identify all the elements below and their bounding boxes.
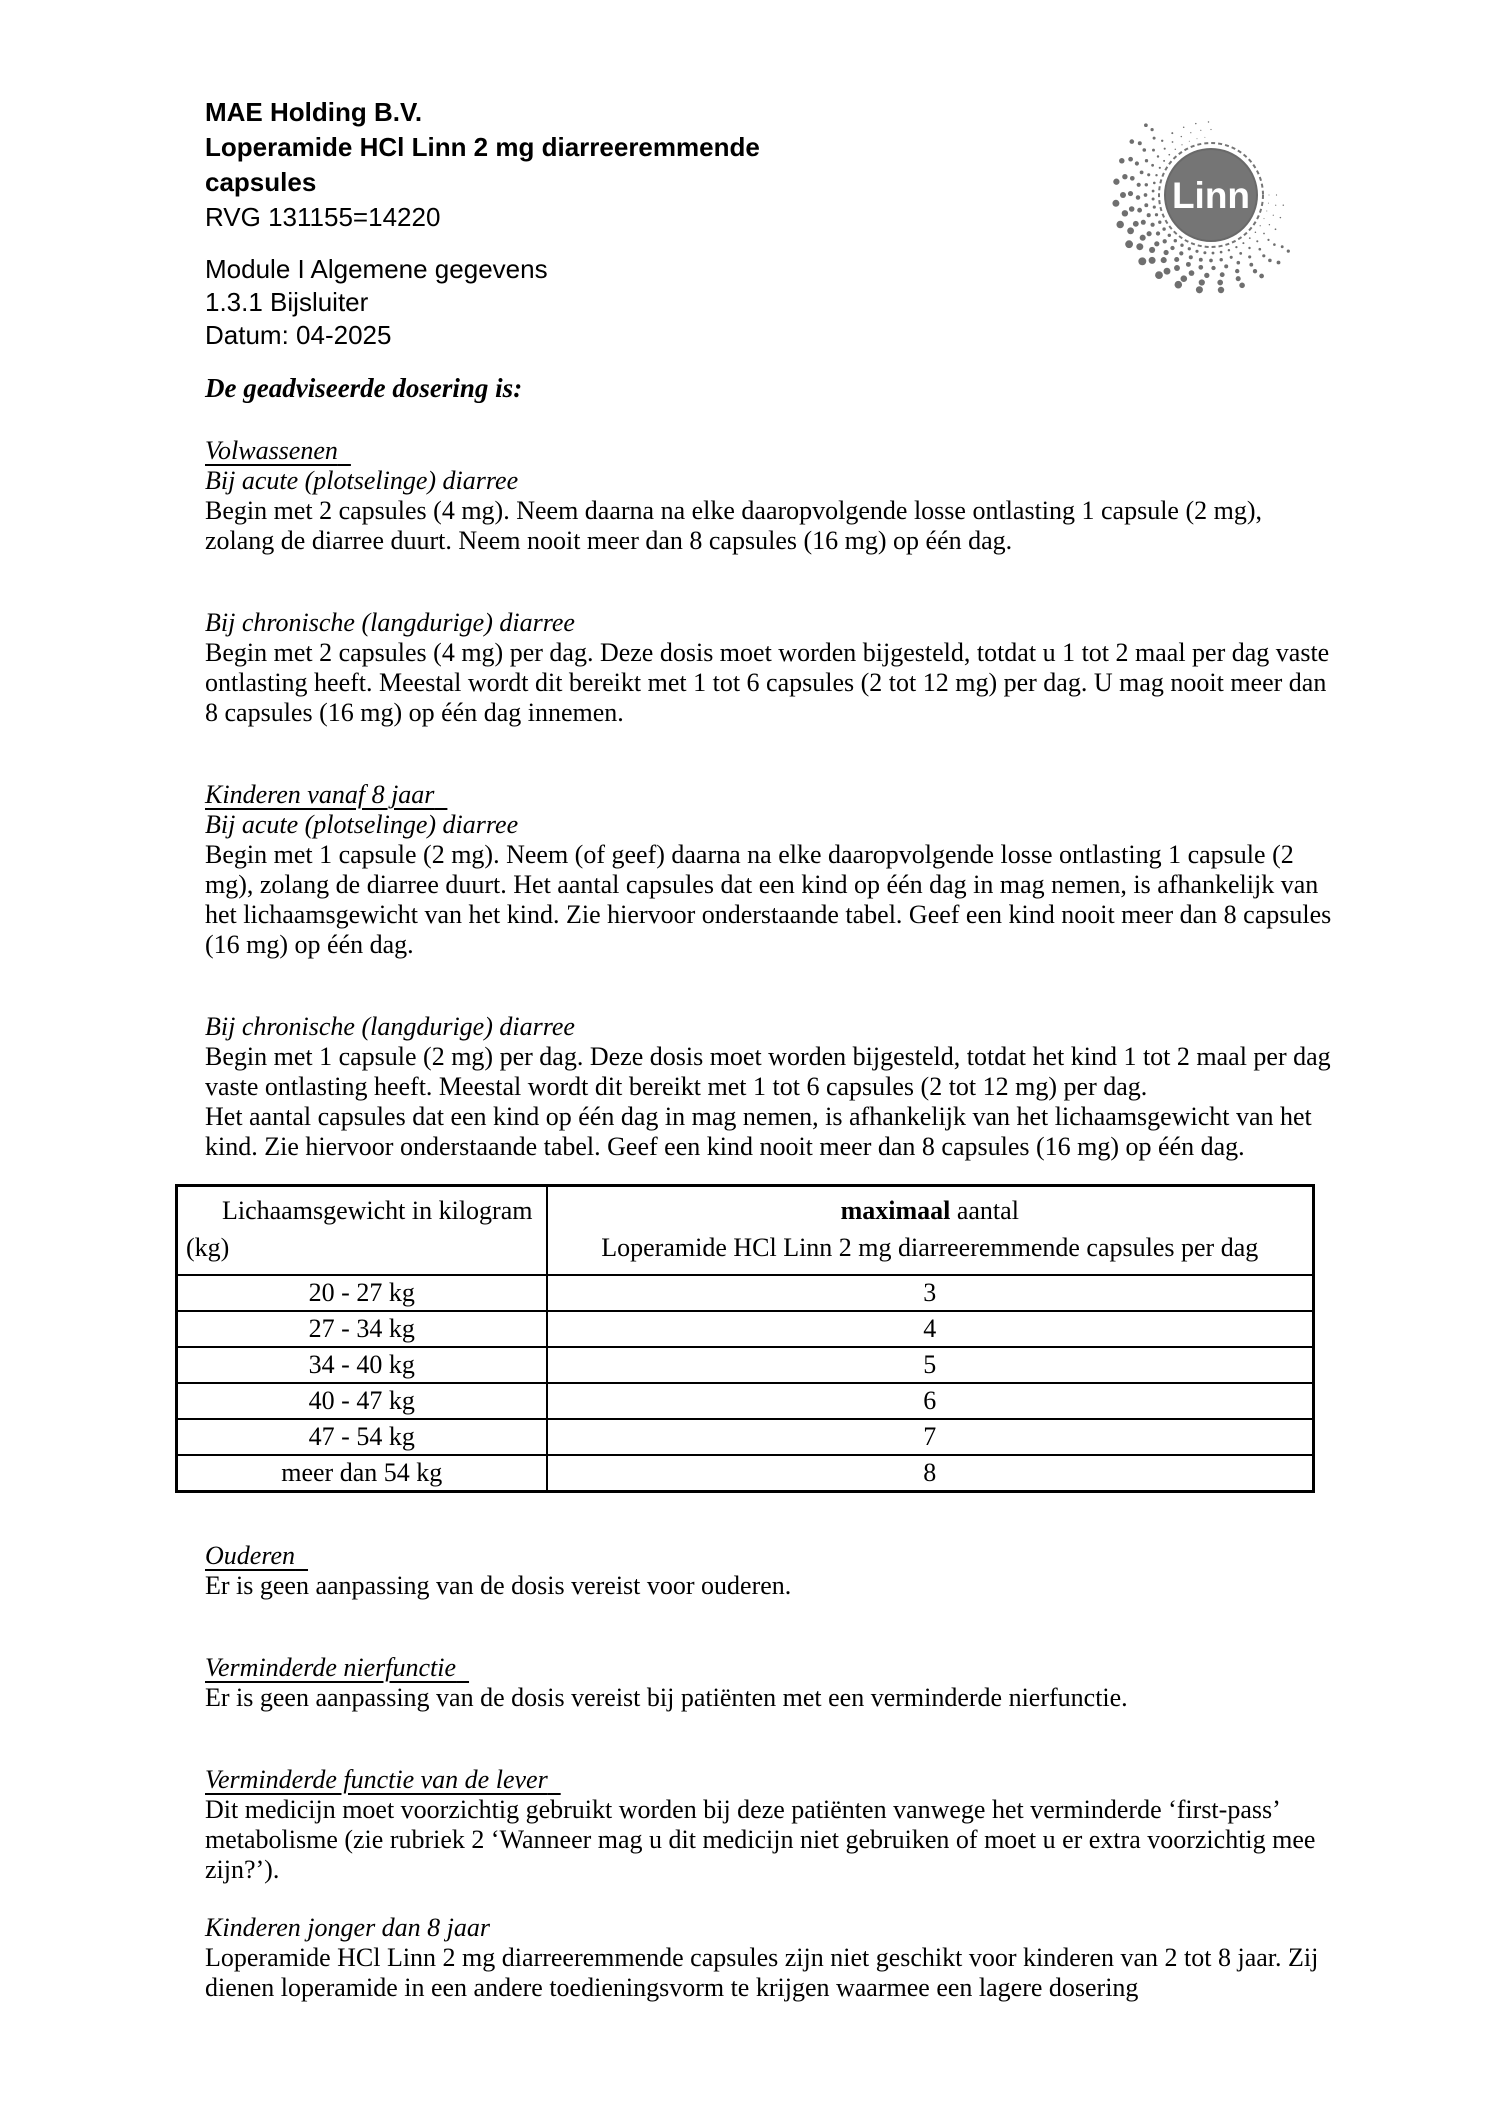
max-header-bold: maximaal — [840, 1196, 951, 1225]
max-cell: 7 — [547, 1419, 1314, 1455]
kinderen8-heading: Kinderen vanaf 8 jaar — [205, 780, 435, 809]
kinderen8-acute-heading: Bij acute (plotselinge) diarree — [205, 810, 519, 839]
max-cell: 6 — [547, 1383, 1314, 1419]
kinderen-jonger-heading: Kinderen jonger dan 8 jaar — [205, 1913, 491, 1942]
max-cell: 3 — [547, 1275, 1314, 1311]
intro-heading: De geadviseerde dosering is: — [205, 373, 523, 403]
volwassenen-chronisch-text: Begin met 2 capsules (4 mg) per dag. Deze dosis moet worden bijgesteld, totdat u 1 tot 2 maal per dag vaste ontlasting heeft. Meestal wordt dit bereikt met 1 tot 6 capsules (2 tot 12 mg) per dag. U mag nooit meer dan 8 capsules (16 mg) op één dag innemen. — [205, 638, 1330, 727]
dose-table-header-row — [177, 1186, 1314, 1276]
table-row — [177, 1311, 1314, 1347]
dose-table — [175, 1184, 1315, 1493]
logo-text: Linn — [1171, 175, 1251, 216]
volwassenen-heading: Volwassenen — [205, 436, 338, 465]
max-column-header — [547, 1186, 1314, 1276]
lever-text: Dit medicijn moet voorzichtig gebruikt worden bij deze patiënten vanwege het verminderde ‘first-pass’ metabolisme (zie rubriek 2 ‘Wanneer mag u dit medicijn niet gebruiken of moet u er extra voorzichtig mee zijn?’). — [205, 1795, 1316, 1884]
volwassenen-chronisch-heading: Bij chronische (langdurige) diarree — [205, 608, 575, 637]
company-name: MAE Holding B.V. — [205, 97, 423, 127]
weight-column-header: Lichaamsgewicht in kilogram (kg) — [177, 1186, 547, 1276]
table-row — [177, 1455, 1314, 1492]
rvg-number: RVG 131155=14220 — [205, 202, 441, 232]
weight-cell: 47 - 54 kg — [177, 1419, 547, 1455]
weight-cell: 27 - 34 kg — [177, 1311, 547, 1347]
ouderen-heading: Ouderen — [205, 1541, 296, 1570]
weight-cell: 34 - 40 kg — [177, 1347, 547, 1383]
max-cell: 5 — [547, 1347, 1314, 1383]
section-volwassenen — [205, 436, 1333, 556]
table-row — [177, 1383, 1314, 1419]
section-kinderen8-chronisch — [205, 1012, 1333, 1162]
nierfunctie-heading: Verminderde nierfunctie — [205, 1653, 457, 1682]
section-nierfunctie — [205, 1653, 1333, 1713]
volwassenen-acute-heading: Bij acute (plotselinge) diarree — [205, 466, 519, 495]
ouderen-text: Er is geen aanpassing van de dosis vereist voor ouderen. — [205, 1571, 792, 1600]
table-row — [177, 1275, 1314, 1311]
max-header-line2: Loperamide HCl Linn 2 mg diarreeremmende capsules per dag — [601, 1233, 1259, 1262]
max-header-line1 — [552, 1192, 1309, 1229]
weight-cell: 20 - 27 kg — [177, 1275, 547, 1311]
kinderen8-chronisch-heading: Bij chronische (langdurige) diarree — [205, 1012, 575, 1041]
product-name: Loperamide HCl Linn 2 mg diarreeremmende capsules — [205, 132, 760, 197]
linn-logo — [1086, 70, 1336, 320]
section-volwassenen-chronisch — [205, 608, 1333, 728]
kinderen8-chronisch-text1: Begin met 1 capsule (2 mg) per dag. Deze dosis moet worden bijgesteld, totdat het kind 1 tot 2 maal per dag vaste ontlasting heeft. Meestal wordt dit bereikt met 1 tot 6 capsules (2 tot 12 mg) per dag. — [205, 1042, 1331, 1101]
kinderen8-chronisch-text2: Het aantal capsules dat een kind op één dag in mag nemen, is afhankelijk van het lichaamsgewicht van het kind. Zie hiervoor onderstaande tabel. Geef een kind nooit meer dan 8 capsules (16 mg) op één dag. — [205, 1102, 1312, 1161]
section-kinderen-vanaf-8 — [205, 780, 1333, 960]
lever-heading: Verminderde functie van de lever — [205, 1765, 548, 1794]
kinderen8-acute-text: Begin met 1 capsule (2 mg). Neem (of geef) daarna na elke daaropvolgende losse ontlasting 1 capsule (2 mg), zolang de diarree duurt. Het aantal capsules dat een kind op één dag in mag nemen, is afhankelijk van het lichaamsgewicht van het kind. Zie hiervoor onderstaande tabel. Geef een kind nooit meer dan 8 capsules (16 mg) op één dag. — [205, 840, 1332, 959]
max-cell: 8 — [547, 1455, 1314, 1492]
table-row — [177, 1419, 1314, 1455]
volwassenen-acute-text: Begin met 2 capsules (4 mg). Neem daarna na elke daaropvolgende losse ontlasting 1 capsule (2 mg), zolang de diarree duurt. Neem nooit meer dan 8 capsules (16 mg) op één dag. — [205, 496, 1263, 555]
module-line: Module I Algemene gegevens — [205, 254, 548, 284]
max-header-rest: aantal — [950, 1196, 1019, 1225]
document-body — [186, 373, 1333, 2003]
table-row — [177, 1347, 1314, 1383]
section-lever — [205, 1765, 1333, 1885]
section-kinderen-jonger — [205, 1913, 1333, 2003]
letterhead — [205, 95, 825, 235]
weight-cell: meer dan 54 kg — [177, 1455, 547, 1492]
section-ouderen — [205, 1541, 1333, 1601]
weight-cell: 40 - 47 kg — [177, 1383, 547, 1419]
kinderen-jonger-text: Loperamide HCl Linn 2 mg diarreeremmende capsules zijn niet geschikt voor kinderen van 2 tot 8 jaar. Zij dienen loperamide in een andere toedieningsvorm te krijgen waarmee een lagere dosering — [205, 1943, 1319, 2002]
date-line: Datum: 04-2025 — [205, 320, 392, 350]
max-cell: 4 — [547, 1311, 1314, 1347]
nierfunctie-text: Er is geen aanpassing van de dosis vereist bij patiënten met een verminderde nierfunctie. — [205, 1683, 1128, 1712]
bijsluiter-line: 1.3.1 Bijsluiter — [205, 287, 369, 317]
